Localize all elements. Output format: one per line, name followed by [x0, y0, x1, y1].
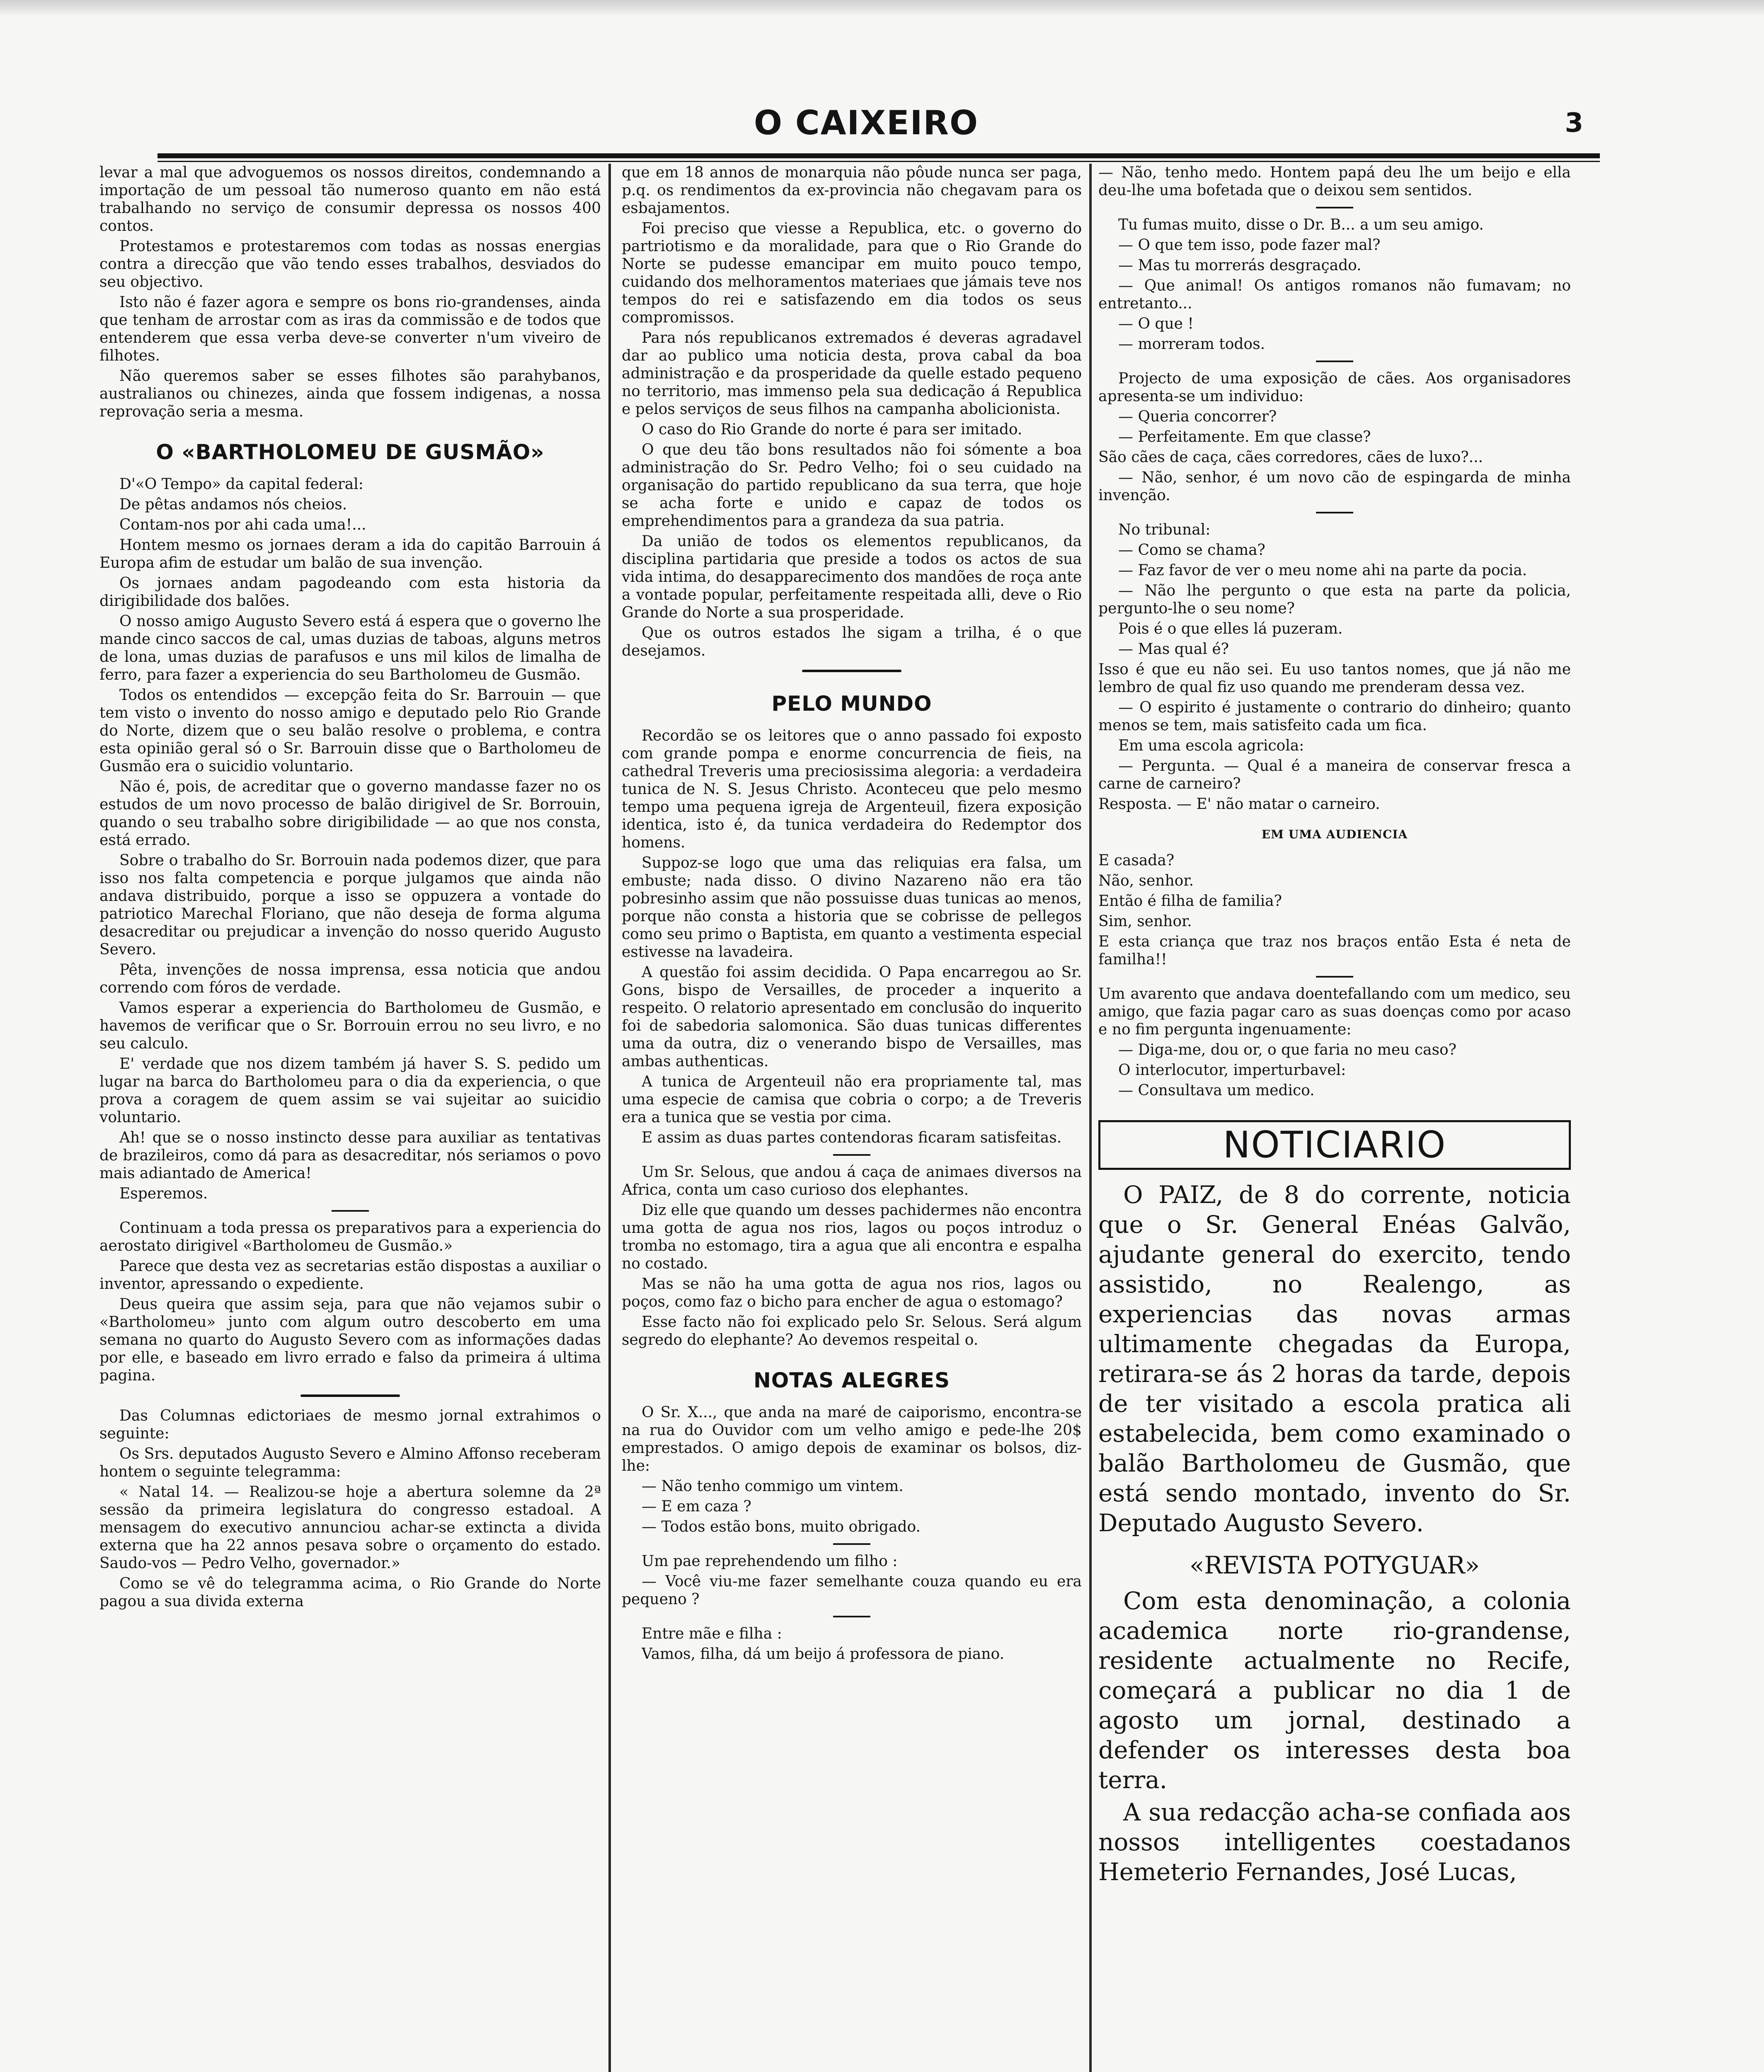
section-ornament: [833, 1154, 870, 1156]
column-3: [1098, 164, 1571, 1889]
paragraph: Diz elle que quando um desses pachidermes não encontra uma gotta de agua nos rios, lagos ou poços introduz o tromba no estomago, tira a agua que ali encontra e espalha no costado.: [622, 1202, 1082, 1272]
paragraph: Isso é que eu não sei. Eu uso tantos nomes, que já não me lembro de qual fiz uso quando me prenderam dessa vez.: [1098, 661, 1571, 696]
paragraph: « Natal 14. — Realizou-se hoje a abertura solemne da 2ª sessão da primeira legislatura do congresso estadoal. A mensagem do executivo annunciou achar-se extincta a divida externa que ha 22 annos pesava sobre o orçamento do estado. Saudo-vos — Pedro Velho, governador.»: [99, 1484, 601, 1572]
paragraph: Protestamos e protestaremos com todas as nossas energias contra a direcção que vão tendo esses trabalhos, desviados do seu objectivo.: [99, 238, 601, 290]
paragraph: O nosso amigo Augusto Severo está á espera que o governo lhe mande cinco saccos de cal, umas duzias de taboas, alguns metros de lona, umas duzias de parafusos e uns mil kilos de limalha de ferro, para fazer a experiencia do seu Bartholomeu de Gusmão.: [99, 613, 601, 683]
paragraph: — Não tenho commigo um vintem.: [642, 1478, 904, 1495]
paragraph: Hontem mesmo os jornaes deram a ida do capitão Barrouin á Europa afim de estudar um balão de sua invenção.: [99, 537, 601, 571]
paragraph: Para nós republicanos extremados é deveras agradavel dar ao publico uma noticia desta, prova cabal da boa administração e da prosperidade da quelle estado pequeno no territorio, mas immenso pela sua dedicação á Republica e pelos serviços de seus filhos na campanha abolicionista.: [622, 329, 1082, 418]
paragraph: Um pae reprehendendo um filho :: [642, 1553, 898, 1570]
masthead: [149, 104, 1583, 149]
paragraph: — morreram todos.: [1118, 336, 1265, 353]
paragraph: Ah! que se o nosso instincto desse para auxiliar as tentativas de brazileiros, como dá para as desacreditar, nós seriamos o povo mais adiantado de America!: [99, 1129, 601, 1182]
column-1: [99, 164, 601, 1613]
paragraph: E esta criança que traz nos braços então Esta é neta de familha!!: [1098, 933, 1571, 968]
paragraph: Um Sr. Selous, que andou á caça de animaes diversos na Africa, conta um caso curioso dos elephantes.: [622, 1164, 1082, 1198]
paragraph: — Consultava um medico.: [1118, 1082, 1315, 1099]
paragraph: — O que tem isso, pode fazer mal?: [1118, 237, 1381, 254]
paragraph: — Queria concorrer?: [1118, 408, 1277, 425]
paragraph: Deus queira que assim seja, para que não vejamos subir o «Bartholomeu» junto com algum outro descoberto em uma semana no quarto do Augusto Severo com as informações dadas por elle, e baseado em livro errado e falso da primeira á ultima pagina.: [99, 1296, 601, 1384]
paragraph: Pois é o que elles lá puzeram.: [1118, 620, 1343, 637]
paragraph: Todos os entendidos — excepção feita do Sr. Barrouin — que tem visto o invento do nosso amigo e deputado pelo Rio Grande do Norte, dizem que o seu balão resolve o problema, e contra esta opinião geral só o Sr. Barrouin disse que o Bartholomeu de Gusmão era o suicidio voluntario.: [99, 687, 601, 775]
newspaper-title: O CAIXEIRO: [754, 104, 979, 142]
paragraph: Pêta, invenções de nossa imprensa, essa noticia que andou correndo com fóros de verdade.: [99, 961, 601, 996]
section-ornament: [802, 670, 901, 672]
page-number: 3: [1565, 108, 1583, 138]
scan-edge: [0, 0, 1764, 17]
paragraph: — Não lhe pergunto o que esta na parte da policia, pergunto-lhe o seu nome?: [1098, 582, 1571, 617]
paragraph: E casada?: [1098, 852, 1175, 869]
section-ornament: [1316, 512, 1353, 513]
paragraph: Esse facto não foi explicado pelo Sr. Selous. Será algum segredo do elephante? Ao devemos respeital o.: [622, 1314, 1082, 1348]
section-heading: PELO MUNDO: [771, 692, 932, 716]
paragraph: O Sr. X..., que anda na maré de caiporismo, encontra-se na rua do Ouvidor com um velho amigo e pede-lhe 20$ emprestados. O amigo depois de examinar os bolsos, diz-lhe:: [622, 1404, 1082, 1474]
paragraph: que em 18 annos de monarquia não pôude nunca ser paga, p.q. os rendimentos da ex-provincia não chegavam para os esbajamentos.: [622, 164, 1082, 217]
paragraph: Entre mãe e filha :: [642, 1625, 782, 1642]
paragraph: Suppoz-se logo que uma das reliquias era falsa, um embuste; nada disso. O divino Nazareno não era tão pobresinho assim que não possuisse duas tunicas ao menos, porque não consta a historia que se cobrisse de pellegos como seu primo o Baptista, em quanto a vestimenta especial estivesse na lavadeira.: [622, 854, 1082, 961]
paragraph: Vamos, filha, dá um beijo á professora de piano.: [642, 1646, 1004, 1663]
paragraph: Não é, pois, de acreditar que o governo mandasse fazer no os estudos de um novo processo de balão dirigivel de Sr. Borrouin, quando o seu trabalho sobre dirigibilidade — ao que nos consta, está errado.: [99, 778, 601, 849]
paragraph: levar a mal que advoguemos os nossos direitos, condemnando a importação de um pessoal tão numeroso quanto em não está trabalhando no serviço de consumir depressa os nossos 400 contos.: [99, 164, 601, 235]
section-ornament: [1316, 976, 1353, 978]
paragraph: No tribunal:: [1118, 521, 1211, 538]
section-ornament: [332, 1210, 369, 1212]
paragraph: — Que animal! Os antigos romanos não fumavam; no entretanto...: [1098, 277, 1571, 312]
paragraph: — Você viu-me fazer semelhante couza quando eu era pequeno ?: [622, 1573, 1082, 1608]
paragraph: Não, senhor.: [1098, 872, 1194, 889]
paragraph: O que deu tão bons resultados não foi sómente a boa administração do Sr. Pedro Velho; foi o seu cuidado na organisação do partido republicano da sua terra, que hoje se acha forte e unido e capaz de todos os emprehendimentos para a grandeza da sua patria.: [622, 441, 1082, 530]
section-ornament: [1316, 361, 1353, 362]
paragraph: Continuam a toda pressa os preparativos para a experiencia do aerostato dirigivel «Bartholomeu de Gusmão.»: [99, 1220, 601, 1254]
paragraph: Que os outros estados lhe sigam a trilha, é o que desejamos.: [622, 625, 1082, 659]
paragraph: A questão foi assim decidida. O Papa encarregou ao Sr. Gons, bispo de Versailles, de proceder a inquerito a respeito. O relatorio apresentado em conclusão do inquerito foi de sabedoria salomonica. São duas tunicas differentes uma da outra, diz o venerando bispo de Versailles, mas ambas authenticas.: [622, 964, 1082, 1070]
paragraph: O caso do Rio Grande do norte é para ser imitado.: [642, 421, 1023, 438]
paragraph: Mas se não ha uma gotta de agua nos rios, lagos ou poços, como faz o bicho para encher de agua o estomago?: [622, 1276, 1082, 1310]
paragraph: — Mas tu morrerás desgraçado.: [1118, 257, 1362, 274]
paragraph: D'«O Tempo» da capital federal:: [119, 476, 363, 493]
paragraph: Sim, senhor.: [1098, 913, 1192, 930]
section-ornament: [833, 1543, 870, 1545]
paragraph: Os Srs. deputados Augusto Severo e Almino Affonso receberam hontem o seguinte telegramma:: [99, 1445, 601, 1480]
paragraph: E' verdade que nos dizem também já haver S. S. pedido um lugar na barca do Bartholomeu para o dia da experiencia, o que prova a coragem de quem assim se vai sujeitar ao suicidio voluntario.: [99, 1055, 601, 1126]
section-ornament: [1316, 207, 1353, 208]
paragraph: Vamos esperar a experiencia do Bartholomeu de Gusmão, e havemos de verificar que o Sr. Borrouin errou no seu livro, e no seu calculo.: [99, 1000, 601, 1052]
section-ornament: [300, 1394, 400, 1397]
paragraph: Em uma escola agricola:: [1118, 737, 1304, 754]
paragraph: — Perfeitamente. Em que classe?: [1118, 428, 1371, 445]
section-subheading: EM UMA AUDIENCIA: [1261, 828, 1408, 841]
paragraph: Os jornaes andam pagodeando com esta historia da dirigibilidade dos balões.: [99, 575, 601, 610]
paragraph: — O que !: [1118, 315, 1194, 332]
section-subheading: «REVISTA POTYGUAR»: [1190, 1551, 1480, 1579]
paragraph: — Todos estão bons, muito obrigado.: [642, 1518, 921, 1535]
section-heading: NOTAS ALEGRES: [753, 1368, 950, 1392]
paragraph: — Faz favor de ver o meu nome ahi na parte da pocia.: [1118, 562, 1527, 579]
paragraph: Contam-nos por ahi cada uma!...: [119, 516, 366, 533]
paragraph: Da união de todos os elementos republicanos, da disciplina partidaria que preside a todos os actos de sua vida intima, do desapparecimento dos mandões de roça ante a vontade popular, perfeitamente respeitada alli, deve o Rio Grande do Norte a sua prosperidade.: [622, 533, 1082, 621]
paragraph: Com esta denominação, a colonia academica norte rio-grandense, residente actualmente no Recife, começará a publicar no dia 1 de agosto um jornal, destinado a defender os interesses desta boa terra.: [1098, 1587, 1571, 1794]
paragraph: Das Columnas edictoriaes de mesmo jornal extrahimos o seguinte:: [99, 1407, 601, 1442]
paragraph: Tu fumas muito, disse o Dr. B... a um seu amigo.: [1118, 216, 1484, 233]
column-divider: [1089, 164, 1092, 2072]
paragraph: São cães de caça, cães corredores, cães de luxo?...: [1098, 449, 1483, 466]
column-2: [622, 164, 1082, 1665]
paragraph: Então é filha de familia?: [1098, 893, 1282, 910]
paragraph: Esperemos.: [119, 1185, 208, 1202]
paragraph: Resposta. — E' não matar o carneiro.: [1098, 796, 1380, 813]
paragraph: — Não, tenho medo. Hontem papá deu lhe um beijo e ella deu-lhe uma bofetada que o deixou sem sentidos.: [1098, 164, 1571, 199]
paragraph: Parece que desta vez as secretarias estão dispostas a auxiliar o inventor, apressando o expediente.: [99, 1258, 601, 1293]
paragraph: Recordão se os leitores que o anno passado foi exposto com grande pompa e enorme concurrencia de fieis, na cathedral Treveris uma preciosissima alegoria: a verdadeira tunica de N. S. Jesus Christo. Aconteceu que pelo mesmo tempo uma pequena igreja de Argenteuil, fizera exposição identica, isto é, da tunica verdadeira do Redemptor dos homens.: [622, 727, 1082, 851]
masthead-rule-thin: [158, 161, 1600, 162]
paragraph: — O espirito é justamente o contrario do dinheiro; quanto menos se tem, mais satisfeito cada um fica.: [1098, 699, 1571, 734]
masthead-rule: [158, 153, 1600, 158]
paragraph: A sua redacção acha-se confiada aos nossos intelligentes coestadanos Hemeterio Fernandes, José Lucas,: [1098, 1798, 1571, 1886]
paragraph: Não queremos saber se esses filhotes são parahybanos, australianos ou chinezes, ainda que fossem indigenas, a nossa reprovação seria a mesma.: [99, 368, 601, 420]
paragraph: Projecto de uma exposição de cães. Aos organisadores apresenta-se um individuo:: [1098, 370, 1571, 405]
paragraph: Como se vê do telegramma acima, o Rio Grande do Norte pagou a sua divida externa: [99, 1575, 601, 1610]
section-ornament: [833, 1616, 870, 1617]
section-title-box: NOTICIARIO: [1098, 1120, 1571, 1170]
paragraph: A tunica de Argenteuil não era propriamente tal, mas uma especie de camisa que cobria o corpo; a de Treveris era a tunica que se vestia por cima.: [622, 1073, 1082, 1126]
paragraph: O PAIZ, de 8 do corrente, noticia que o Sr. General Enéas Galvão, ajudante general do exercito, tendo assistido, no Realengo, as experiencias das novas armas ultimamente chegadas da Europa, retirara-se ás 2 horas da tarde, depois de ter visitado a escola pratica ali estabelecida, bem como examinado o balão Bartholomeu de Gusmão, que está sendo montado, invento do Sr. Deputado Augusto Severo.: [1098, 1181, 1571, 1537]
paragraph: — Não, senhor, é um novo cão de espingarda de minha invenção.: [1098, 469, 1571, 504]
paragraph: Um avarento que andava doentefallando com um medico, seu amigo, que fazia pagar caro as suas doenças como por acaso e no fim pergunta ingenuamente:: [1098, 985, 1571, 1038]
paragraph: Isto não é fazer agora e sempre os bons rio-grandenses, ainda que tenham de arrostar com as iras da commissão e de todos que entenderem que essa verba deve-se converter n'um viveiro de filhotes.: [99, 294, 601, 364]
paragraph: Foi preciso que viesse a Republica, etc. o governo do partriotismo e da moralidade, para que o Rio Grande do Norte se pudesse emancipar em muito pouco tempo, cuidando dos melhoramentos materiaes que jámais teve nos tempos do rei e satisfazendo em dia todos os seus compromissos.: [622, 220, 1082, 326]
column-divider: [608, 164, 611, 2072]
paragraph: — E em caza ?: [642, 1498, 751, 1515]
article-heading: O «BARTHOLOMEU DE GUSMÃO»: [156, 440, 545, 464]
paragraph: Sobre o trabalho do Sr. Borrouin nada podemos dizer, que para isso nos falta competencia e porque julgamos que ainda não andava distribuido, porque a isso se oppuzera a vontade do patriotico Marechal Floriano, que não deseja de forma alguma desacreditar ou prejudicar a invenção do nosso querido Augusto Severo.: [99, 852, 601, 958]
paragraph: — Pergunta. — Qual é a maneira de conservar fresca a carne de carneiro?: [1098, 758, 1571, 792]
paragraph: O interlocutor, imperturbavel:: [1118, 1062, 1346, 1079]
noticiario-block: [1098, 1180, 1571, 1887]
paragraph: — Mas qual é?: [1118, 641, 1229, 658]
paragraph: E assim as duas partes contendoras ficaram satisfeitas.: [642, 1129, 1062, 1146]
paragraph: — Diga-me, dou or, o que faria no meu caso?: [1118, 1041, 1456, 1058]
paragraph: — Como se chama?: [1118, 542, 1265, 559]
paragraph: De pêtas andamos nós cheios.: [119, 496, 347, 513]
